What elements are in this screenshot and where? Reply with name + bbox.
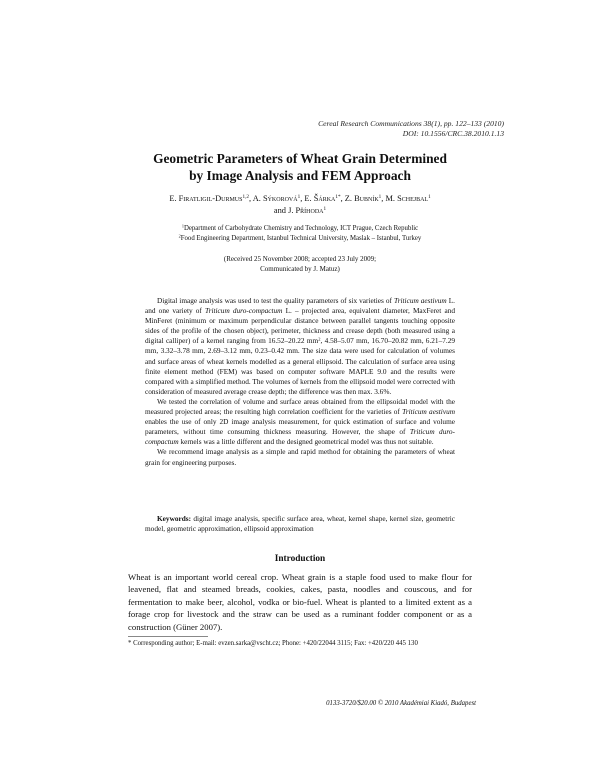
received-info: [112, 254, 488, 274]
affiliation-num: 1: [181, 223, 184, 229]
affiliation-2: [112, 234, 488, 244]
species-name: Triticum duro-compactum: [204, 306, 283, 316]
author-initial: E.: [304, 194, 314, 203]
author-name: Šárka: [313, 194, 336, 203]
paper-title: [0, 150, 600, 184]
author-affil: 1,2: [242, 193, 249, 200]
author-affil: 1: [323, 205, 327, 212]
abstract-text: L. and one variety of: [145, 296, 456, 316]
keywords: [145, 514, 455, 534]
abstract-paragraph-3: We recommend image analysis as a simple and rapid method for obtaining the parameters of wheat grain for engineering purposes.: [145, 447, 455, 467]
abstract-paragraph-1: [145, 296, 455, 397]
corresponding-mark: *: [337, 193, 341, 200]
section-heading-introduction: Introduction: [274, 554, 326, 564]
journal-citation: Cereal Research Communications 38(1), pp. 122–133 (2010): [318, 119, 504, 128]
journal-header: [318, 119, 504, 139]
species-name: Triticum aestivum: [402, 407, 455, 417]
author-line-1: [112, 193, 488, 205]
author-name: Bubník: [354, 194, 379, 203]
abstract: [145, 296, 455, 468]
author-separator: ,: [248, 194, 253, 203]
author-initial: J.: [288, 206, 296, 215]
author-initial: A.: [252, 194, 263, 203]
journal-doi: DOI: 10.1556/CRC.38.2010.1.13: [402, 129, 504, 138]
abstract-text: enables the use of only 2D image analysis measurement, for quick estimation of surface and volume parameters, without time consuming thickness measuring. However, the shape of: [145, 417, 455, 437]
author-initial: Z.: [344, 194, 355, 203]
keywords-text: digital image analysis, specific surface area, wheat, kernel shape, kernel size, geometric model, geometric approximation, ellipsoid approximation: [145, 514, 455, 534]
title-line-1: Geometric Parameters of Wheat Grain Determined: [153, 151, 447, 166]
author-line-2: [112, 205, 488, 217]
affiliation-num: 2: [178, 233, 181, 239]
author-list: [112, 193, 488, 217]
author-affil: 1: [378, 193, 382, 200]
affiliation-text: Food Engineering Department, Istanbul Technical University, Maslak – Istanbul, Turkey: [180, 235, 422, 242]
author-name: Firatligil-Durmus: [178, 194, 243, 203]
author-separator: ,: [340, 194, 345, 203]
page-footer: 0133-3720/$20.00 © 2010 Akadémiai Kiadó, Budapest: [326, 700, 476, 707]
received-dates: (Received 25 November 2008; accepted 23 July 2009;: [223, 255, 377, 263]
author-name: Příhoda: [295, 206, 324, 215]
affiliation-text: Department of Carbohydrate Chemistry and Technology, ICT Prague, Czech Republic: [183, 225, 419, 232]
footnote-divider: [128, 636, 208, 637]
communicated-by: Communicated by J. Matuz): [260, 265, 340, 273]
author-name: Sýkorová: [262, 194, 298, 203]
affiliations: [112, 224, 488, 244]
author-separator: ,: [300, 194, 305, 203]
species-name: Triticum duro-compactum: [145, 427, 455, 447]
abstract-text: We tested the correlation of volume and surface areas obtained from the ellipsoidal model with the measured projected areas; the resulting high correlation coefficient for the varieties of: [145, 396, 455, 417]
author-name: Schejbal: [397, 194, 429, 203]
abstract-text: kernels was a little different and the designed geometrical model was thus not suitable.: [178, 437, 434, 447]
affiliation-1: [112, 224, 488, 234]
species-name: Triticum aestivum: [394, 296, 447, 305]
abstract-text: , 4.58–5.07 mm, 16.70–20.82 mm, 6.21–7.29 mm, 3.32–3.78 mm, 2.69–3.12 mm, 0.23–0.42 mm. The size data were used for calculation of volumes and surface areas of wheat kernels modelled as a general ellipsoid. The calculation of surface area using finite element method (FEM) was based on computer software MAPLE 9.0 and the results were compared with a simplified method. The volumes of kernels from the ellipsoid model were corrected with consideration of measured average crease depth; the difference was then max. 3.6%.: [145, 336, 455, 396]
title-line-2: by Image Analysis and FEM Approach: [189, 168, 411, 183]
introduction-paragraph: Wheat is an important world cereal crop. Wheat grain is a staple food used to make flour for leavened, flat and steamed breads, cookies, cakes, pasta, noodles and couscous, and for fermentation to make beer, alcohol, vodka or bio-fuel. Wheat is planted to a limited extent as a forage crop for livestock and the straw can be used as a ruminant fodder component or as a construction (Güner 2007).: [128, 572, 472, 632]
corresponding-author-footnote: * Corresponding author; E-mail: evzen.sarka@vscht.cz; Phone: +420/22044 3115; Fax: +420/220 445 130: [128, 640, 418, 647]
author-affil-num: 1: [335, 193, 338, 200]
author-affil: 1: [297, 193, 301, 200]
author-separator: ,: [381, 194, 386, 203]
abstract-text: Digital image analysis was used to test the quality parameters of six varieties of: [157, 296, 394, 305]
author-and: and: [273, 206, 289, 215]
abstract-text: L. – projected area, equivalent diameter, MaxFeret and MinFeret (minimum or maximum perpendicular distance between parallel tangents touching opposite sides of the profile of the chosen object), perimeter, thickness and crease depth (both measured using a digital calliper) of a kernel ranging from 16.52–20.22 mm: [145, 306, 455, 346]
author-initial: E.: [169, 194, 179, 203]
unit-exponent: 2: [318, 336, 321, 342]
abstract-paragraph-2: [145, 397, 455, 447]
keywords-label: Keywords:: [157, 514, 192, 523]
author-affil: 1: [428, 193, 431, 200]
author-initial: M.: [385, 194, 398, 203]
